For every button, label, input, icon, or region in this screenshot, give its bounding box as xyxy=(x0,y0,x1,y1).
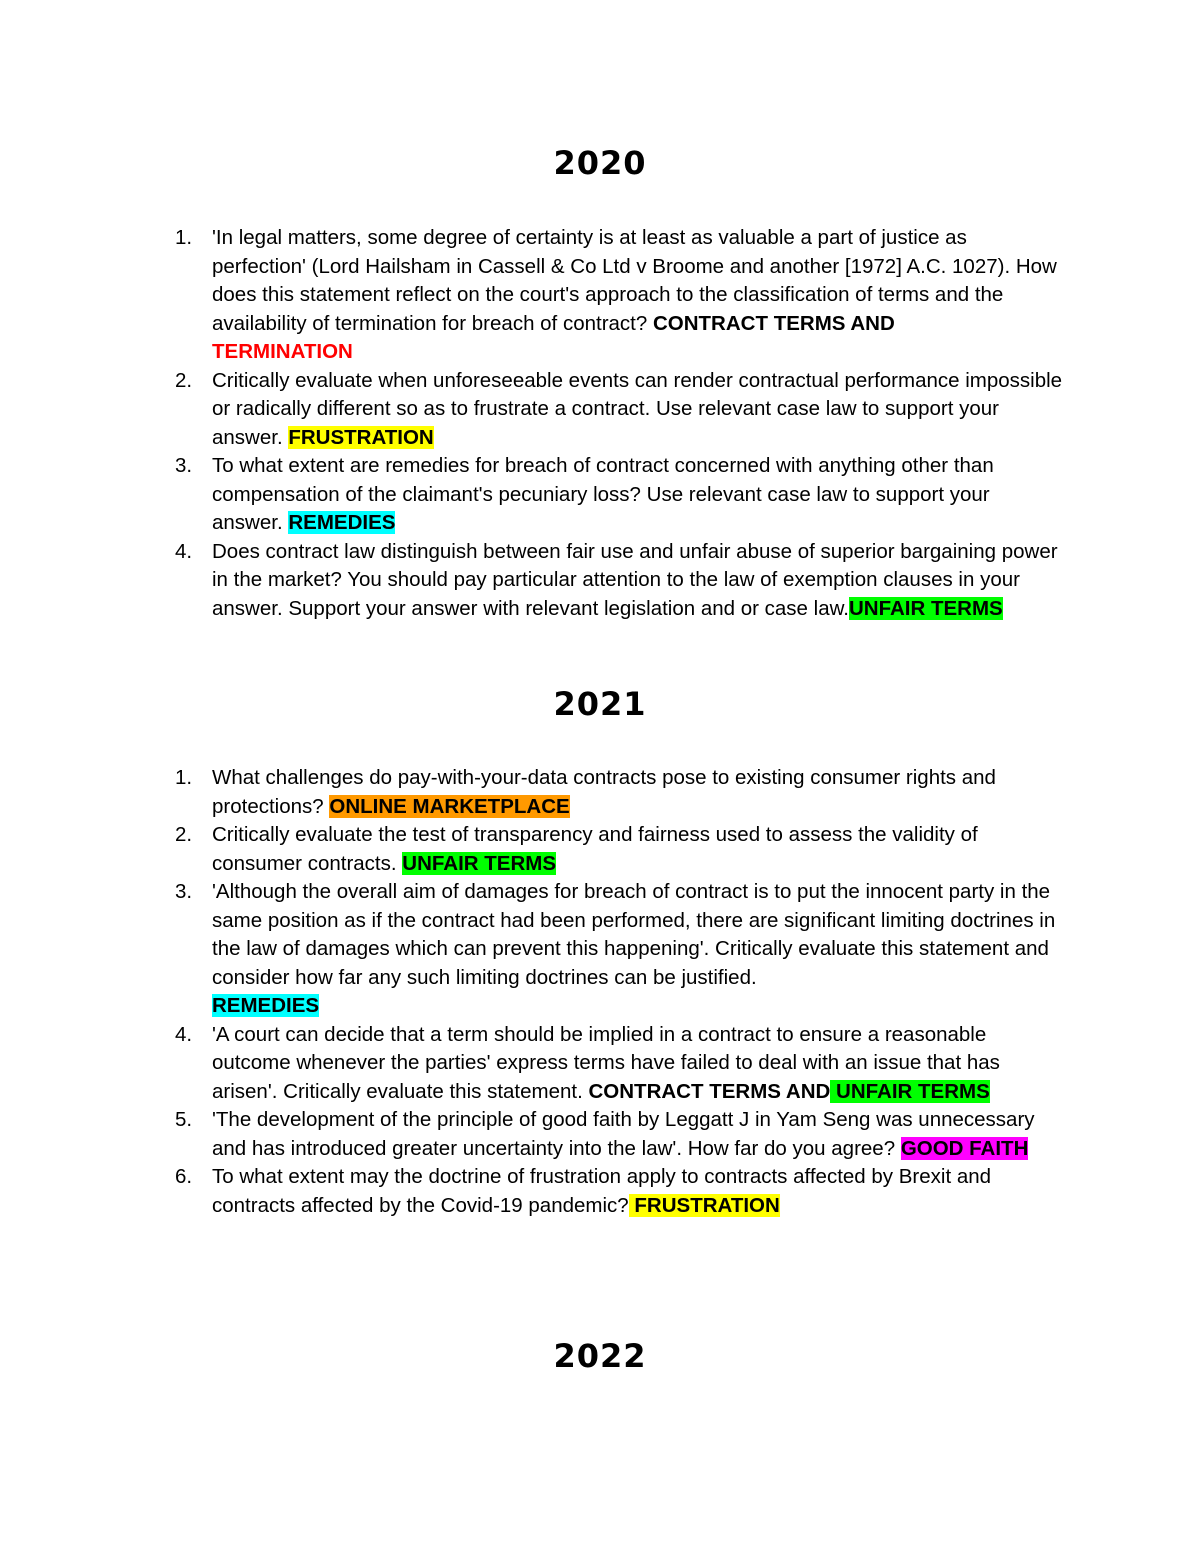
question-text: 'Although the overall aim of damages for breach of contract is to put the innocent party in the same position as if the contract had been performed, there are significant limiting doctrines in the law of damages which can prevent this happening'. Critically evaluate this statement and consider how far any such limiting doctrines can be justified. xyxy=(212,880,1056,989)
topic-tag-termination: TERMINATION xyxy=(212,340,353,363)
topic-tag-contract-terms: CONTRACT TERMS AND xyxy=(588,1079,831,1103)
question-text: To what extent may the doctrine of frustration apply to contracts affected by Brexit and contracts affected by the Covid-19 pandemic? xyxy=(212,1165,992,1217)
question-item xyxy=(175,538,1065,624)
question-text: 'In legal matters, some degree of certainty is at least as valuable a part of justice as perfection' (Lord Hailsham in Cassell & Co Ltd v Broome and another [1972] A.C. 1027). How does this statement reflect on the court's approach to the classification of terms and the availability of termination for breach of contract? xyxy=(212,226,1057,335)
question-text: Critically evaluate the test of transparency and fairness used to assess the validity of consumer contracts. xyxy=(212,823,978,875)
question-item xyxy=(175,224,1065,367)
topic-tag-unfair-terms: UNFAIR TERMS xyxy=(402,851,557,875)
question-item xyxy=(175,1106,1065,1163)
topic-tag-unfair-terms: UNFAIR TERMS xyxy=(848,596,1003,620)
year-heading-2022: 2022 xyxy=(553,1337,647,1375)
topic-tag-frustration: FRUSTRATION xyxy=(628,1193,780,1217)
question-number: 3. xyxy=(175,454,193,477)
question-number: 5. xyxy=(175,1108,193,1131)
question-number: 2. xyxy=(175,368,193,392)
question-item xyxy=(175,1163,1065,1220)
question-text: 'The development of the principle of good faith by Leggatt J in Yam Seng was unnecessary and has introduced greater uncertainty into the law'. How far do you agree? xyxy=(212,1108,1035,1160)
question-item xyxy=(175,1021,1065,1107)
question-text: What challenges do pay-with-your-data contracts pose to existing consumer rights and protections? xyxy=(212,766,996,818)
question-list-2021 xyxy=(175,764,1065,1220)
question-item xyxy=(175,452,1065,538)
question-number: 4. xyxy=(175,539,193,563)
year-heading-2020: 2020 xyxy=(553,144,647,182)
topic-tag-remedies: REMEDIES xyxy=(212,994,320,1017)
question-text: Critically evaluate when unforeseeable events can render contractual performance impossible or radically different so as to frustrate a contract. Use relevant case law to support your answer. xyxy=(212,368,1063,449)
question-number: 3. xyxy=(175,880,193,903)
topic-tag-frustration: FRUSTRATION xyxy=(288,425,434,449)
year-heading-2021: 2021 xyxy=(553,685,647,723)
topic-tag-unfair-terms: UNFAIR TERMS xyxy=(830,1079,990,1103)
question-number: 2. xyxy=(175,823,193,846)
topic-tag-good-faith: GOOD FAITH xyxy=(900,1136,1029,1160)
question-text: 'A court can decide that a term should be implied in a contract to ensure a reasonable outcome whenever the parties' express terms have failed to deal with an issue that has arisen'. Critically evaluate this statement. xyxy=(212,1022,1000,1103)
question-text: Does contract law distinguish between fair use and unfair abuse of superior bargaining power in the market? You should pay particular attention to the law of exemption clauses in your answer. Support your answer with relevant legislation and or case law. xyxy=(212,539,1058,620)
question-list-2020 xyxy=(175,224,1065,623)
question-number: 1. xyxy=(175,226,193,249)
topic-tag-remedies: REMEDIES xyxy=(288,511,396,534)
question-number: 6. xyxy=(175,1165,193,1188)
question-text: To what extent are remedies for breach of contract concerned with anything other than compensation of the claimant's pecuniary loss? Use relevant case law to support your answer. xyxy=(212,454,994,534)
question-item xyxy=(175,764,1065,821)
topic-tag-online-marketplace: ONLINE MARKETPLACE xyxy=(329,794,570,818)
question-item xyxy=(175,367,1065,453)
question-number: 1. xyxy=(175,766,193,789)
topic-tag-contract-terms: CONTRACT TERMS AND xyxy=(652,311,895,335)
question-number: 4. xyxy=(175,1022,193,1046)
question-item xyxy=(175,878,1065,1021)
question-item xyxy=(175,821,1065,878)
